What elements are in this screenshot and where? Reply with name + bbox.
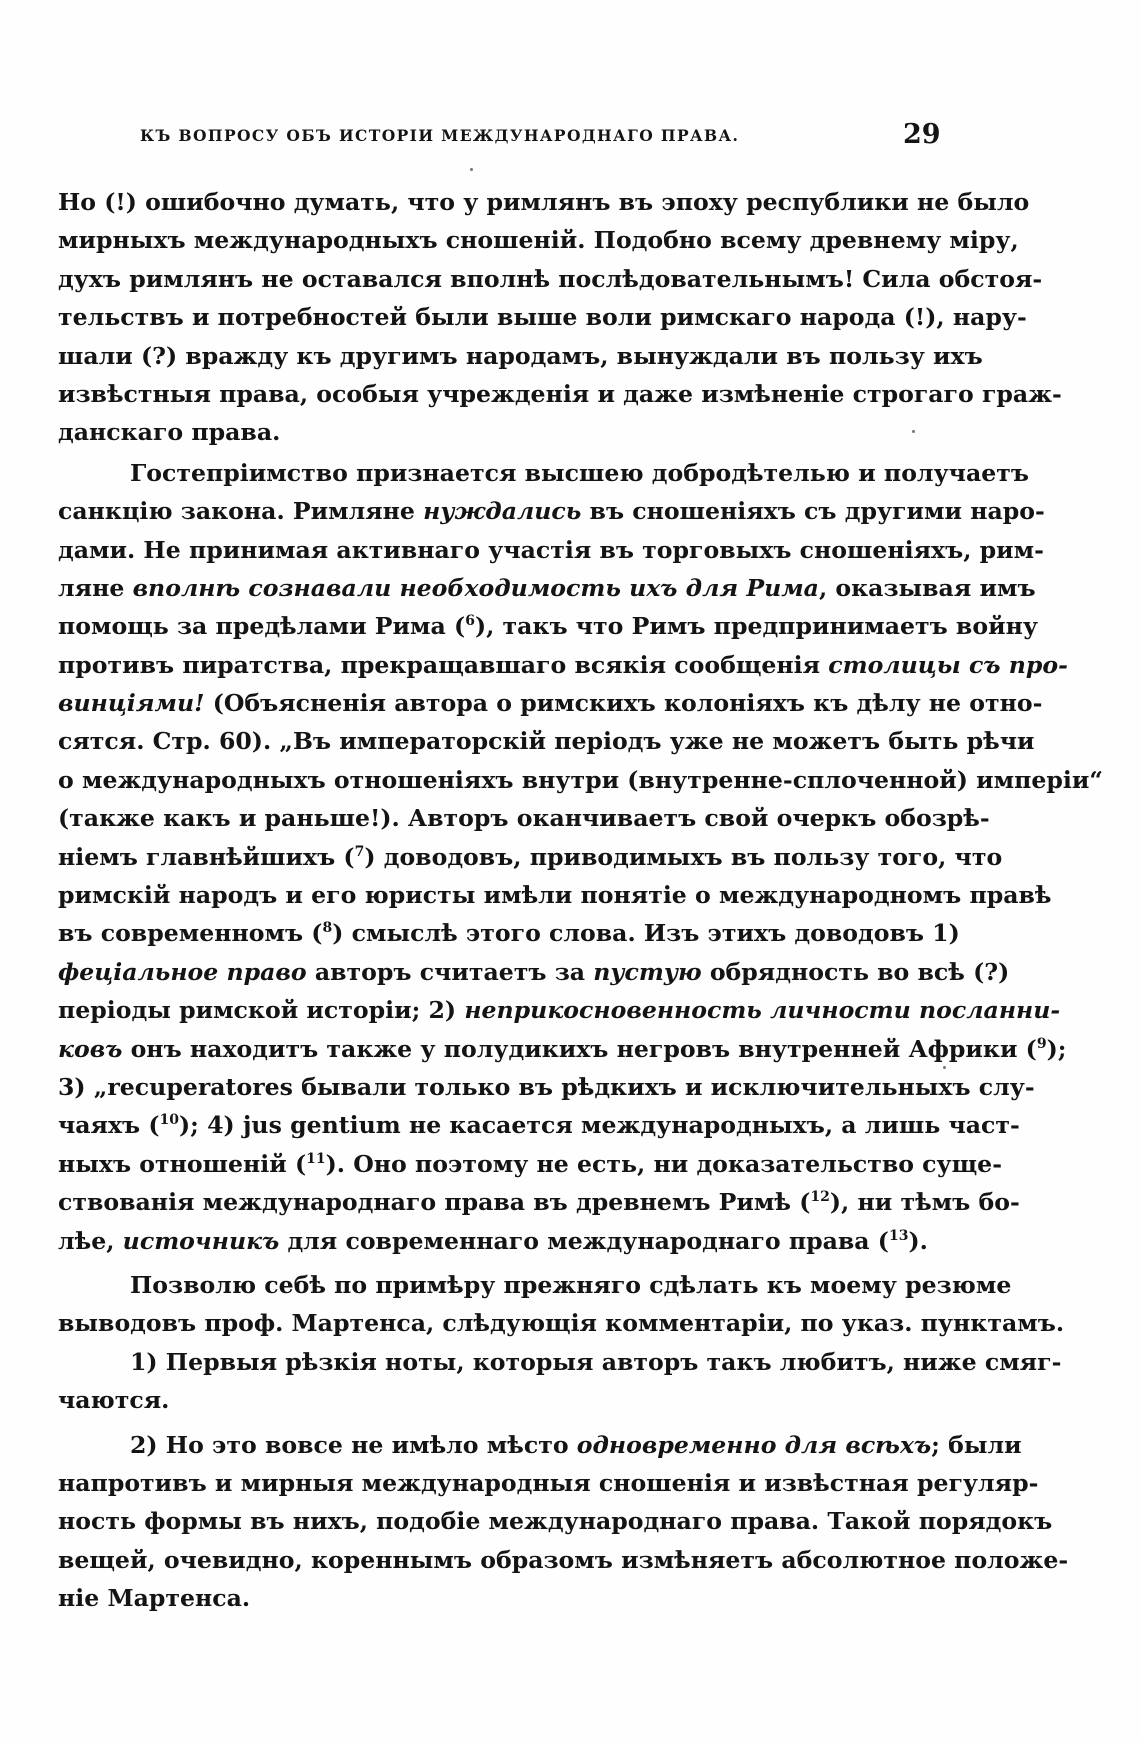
text-line: духъ римлянъ не оставался вполнѣ послѣдовательнымъ! Сила обстоя- — [58, 264, 1043, 293]
text-line: мирныхъ международныхъ сношеній. Подобно всему древнему міру, — [58, 226, 1019, 255]
body-text — [58, 183, 1103, 1617]
paragraph — [58, 454, 1103, 1260]
emphasis: одновременно для всѣхъ — [576, 1430, 932, 1459]
footnote-ref: 7 — [354, 843, 365, 860]
text-line: вещей, очевидно, кореннымъ образомъ измѣняетъ абсолютное положе- — [58, 1545, 1069, 1574]
text-line: 3) „recuperatores бывали только въ рѣдкихъ и исключительныхъ слу- — [58, 1072, 1035, 1101]
text-line: помощь за предѣлами Рима ($^6$), такъ что Римъ предпринимаетъ войну — [58, 612, 1038, 641]
text-line: ствованія международнаго права въ древнемъ Римѣ ($^{12}$), ни тѣмъ бо- — [58, 1188, 1020, 1217]
text-line: Гостепріимство признается высшею добродѣтелью и получаетъ — [130, 458, 1029, 487]
text-line: лѣе, источникъ для современнаго международнаго права ($^{13}$). — [58, 1226, 928, 1255]
footnote-ref: 12 — [810, 1189, 830, 1206]
footnote-ref: 13 — [888, 1227, 909, 1244]
text-line: данскаго права. — [58, 418, 281, 447]
text-line: ніе Мартенса. — [58, 1584, 251, 1613]
page-number: 29 — [903, 119, 941, 150]
running-title: КЪ ВОПРОСУ ОБЪ ИСТОРІИ МЕЖДУНАРОДНАГО ПРАВА. — [140, 126, 740, 145]
text-line: римскій народъ и его юристы имѣли понятіе о международномъ правѣ — [58, 881, 1052, 910]
text-line: ковъ онъ находитъ также у полудикихъ негровъ внутренней Африки ($^9$); — [58, 1034, 1067, 1063]
paragraph — [58, 1266, 1065, 1343]
text-line: выводовъ проф. Мартенса, слѣдующія комментаріи, по указ. пунктамъ. — [58, 1309, 1065, 1338]
text-line: 1) Первыя рѣзкія ноты, которыя авторъ такъ любитъ, ниже смяг- — [130, 1347, 1062, 1376]
text-line: винціями! (Объясненія автора о римскихъ колоніяхъ къ дѣлу не отно- — [58, 689, 1043, 718]
paragraph — [58, 183, 1062, 452]
text-line: дами. Не принимая активнаго участія въ торговыхъ сношеніяхъ, рим- — [58, 535, 1044, 564]
emphasis: винціями! — [58, 689, 205, 718]
footnote-ref: 10 — [159, 1112, 180, 1129]
footnote-ref: 8 — [322, 920, 333, 937]
emphasis: ковъ — [58, 1034, 123, 1063]
text-line: ность формы въ нихъ, подобіе международнаго права. Такой порядокъ — [58, 1507, 1053, 1536]
text-line: періоды римской исторіи; 2) неприкосновенность личности посланни- — [58, 996, 1061, 1025]
footnote-ref: 9 — [1036, 1035, 1047, 1052]
text-line: ніемъ главнѣйшихъ ($^7$) доводовъ, приводимыхъ въ пользу того, что — [58, 842, 1003, 871]
text-line: въ современномъ ($^8$) смыслѣ этого слова. Изъ этихъ доводовъ 1) — [58, 919, 960, 948]
text-line: о международныхъ отношеніяхъ внутри (внутренне-сплоченной) имперіи“ — [58, 765, 1103, 794]
scan-speck — [943, 1066, 946, 1069]
text-line: ляне вполнѣ сознавали необходимость ихъ для Рима, оказывая имъ — [58, 573, 1036, 602]
paragraph — [58, 1343, 1062, 1420]
text-line: сятся. Стр. 60). „Въ императорскій періодъ уже не можетъ быть рѣчи — [58, 727, 1035, 756]
scan-speck — [912, 430, 915, 433]
text-line: Но (!) ошибочно думать, что у римлянъ въ эпоху республики не было — [58, 188, 1030, 216]
footnote-ref: 11 — [306, 1150, 326, 1167]
text-line: чаяхъ ($^{10}$); 4) jus gentium не касается международныхъ, а лишь част- — [58, 1111, 1020, 1140]
text-line: Позволю себѣ по примѣру прежняго сдѣлать къ моему резюме — [130, 1270, 1012, 1299]
footnote-ref: 6 — [465, 613, 475, 630]
text-line: ныхъ отношеній ($^{11}$). Оно поэтому не есть, ни доказательство суще- — [58, 1149, 1002, 1178]
text-line: напротивъ и мирныя международныя сношенія и извѣстная регуляр- — [58, 1468, 1039, 1497]
emphasis: вполнѣ сознавали необходимость ихъ для Рима — [132, 573, 819, 602]
scan-speck — [470, 168, 473, 171]
text-line: 2) Но это вовсе не имѣло мѣсто одновременно для всѣхъ; были — [130, 1430, 1022, 1459]
emphasis: источникъ — [122, 1226, 280, 1255]
text-line: извѣстныя права, особыя учрежденія и даже измѣненіе строгаго граж- — [58, 379, 1062, 408]
text-line: чаются. — [58, 1386, 170, 1415]
emphasis: феціальное право — [58, 957, 307, 986]
paragraph — [58, 1426, 1069, 1618]
text-line: противъ пиратства, прекращавшаго всякія сообщенія столицы съ про- — [58, 650, 1068, 679]
text-line: (также какъ и раньше!). Авторъ оканчиваетъ свой очеркъ обозрѣ- — [58, 804, 990, 833]
emphasis: столицы съ про- — [828, 650, 1068, 679]
emphasis: неприкосновенность личности посланни- — [464, 996, 1061, 1025]
text-line: шали (?) вражду къ другимъ народамъ, вынуждали въ пользу ихъ — [58, 341, 983, 370]
emphasis: нуждались — [423, 497, 582, 526]
text-line: феціальное право авторъ считаетъ за пустую обрядность во всѣ (?) — [58, 957, 1010, 986]
text-line: тельствъ и потребностей были выше воли римскаго народа (!), нару- — [58, 303, 1027, 332]
emphasis: пустую — [593, 957, 702, 986]
text-line: санкцію закона. Римляне нуждались въ сношеніяхъ съ другими наро- — [58, 497, 1045, 526]
